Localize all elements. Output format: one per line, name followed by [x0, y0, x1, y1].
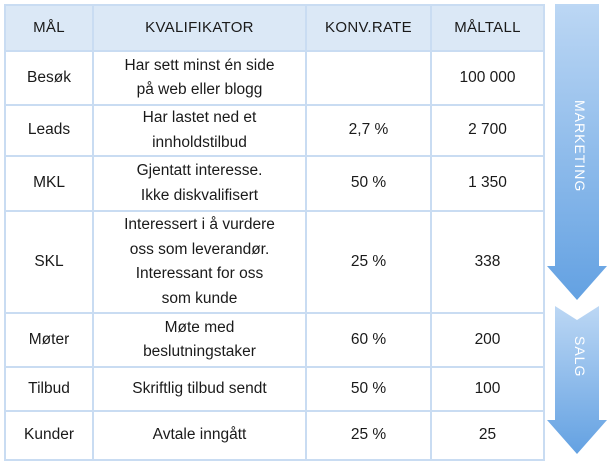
cell-mal: Tilbud	[5, 367, 93, 411]
table-row	[5, 211, 544, 313]
kval-line: beslutningstaker	[143, 343, 256, 360]
header-konv-rate: KONV.RATE	[306, 5, 431, 51]
kval-line: Gjentatt interesse.	[136, 162, 263, 179]
cell-maltall: 25	[431, 411, 544, 460]
cell-kvalifikator	[93, 313, 306, 367]
header-kvalifikator: KVALIFIKATOR	[93, 5, 306, 51]
cell-maltall: 100 000	[431, 51, 544, 105]
cell-maltall: 100	[431, 367, 544, 411]
cell-kvalifikator	[93, 105, 306, 156]
cell-konv-rate: 50 %	[306, 367, 431, 411]
table-row	[5, 313, 544, 367]
salg-label: SALG	[572, 336, 588, 378]
cell-kvalifikator	[93, 367, 306, 411]
cell-kvalifikator	[93, 411, 306, 460]
kval-line: oss som leverandør.	[129, 240, 270, 258]
kval-line: Avtale inngått	[152, 426, 247, 444]
header-mal: MÅL	[5, 5, 93, 51]
cell-maltall: 338	[431, 211, 544, 313]
kval-line: Har sett minst én side	[124, 56, 275, 74]
kval-line: Interessant for oss	[135, 265, 264, 282]
cell-konv-rate: 50 %	[306, 156, 431, 211]
kval-line: Ikke diskvalifisert	[140, 186, 259, 204]
cell-konv-rate: 60 %	[306, 313, 431, 367]
cell-konv-rate	[306, 51, 431, 105]
cell-konv-rate: 25 %	[306, 411, 431, 460]
table-row	[5, 105, 544, 156]
cell-mal: Møter	[5, 313, 93, 367]
cell-maltall: 1 350	[431, 156, 544, 211]
kval-line: som kunde	[161, 289, 238, 307]
cell-mal: Kunder	[5, 411, 93, 460]
table-row	[5, 156, 544, 211]
table-row	[5, 51, 544, 105]
kval-line: på web eller blogg	[136, 81, 263, 98]
cell-mal: Besøk	[5, 51, 93, 105]
cell-mal: Leads	[5, 105, 93, 156]
kval-line: Har lastet ned et	[142, 109, 257, 126]
kval-line: Interessert i å vurdere	[124, 216, 275, 233]
cell-maltall: 200	[431, 313, 544, 367]
table-row	[5, 411, 544, 460]
cell-kvalifikator	[93, 211, 306, 313]
cell-kvalifikator	[93, 51, 306, 105]
cell-maltall: 2 700	[431, 105, 544, 156]
kval-line: Møte med	[164, 318, 235, 336]
header-row	[5, 5, 544, 51]
cell-mal: MKL	[5, 156, 93, 211]
header-maltall: MÅLTALL	[431, 5, 544, 51]
table-row	[5, 367, 544, 411]
kval-line: Skriftlig tilbud sendt	[132, 379, 267, 397]
cell-mal: SKL	[5, 211, 93, 313]
funnel-table	[4, 4, 545, 461]
cell-konv-rate: 2,7 %	[306, 105, 431, 156]
marketing-label: MARKETING	[572, 99, 588, 193]
cell-kvalifikator	[93, 156, 306, 211]
cell-konv-rate: 25 %	[306, 211, 431, 313]
kval-line: innholdstilbud	[152, 133, 247, 151]
